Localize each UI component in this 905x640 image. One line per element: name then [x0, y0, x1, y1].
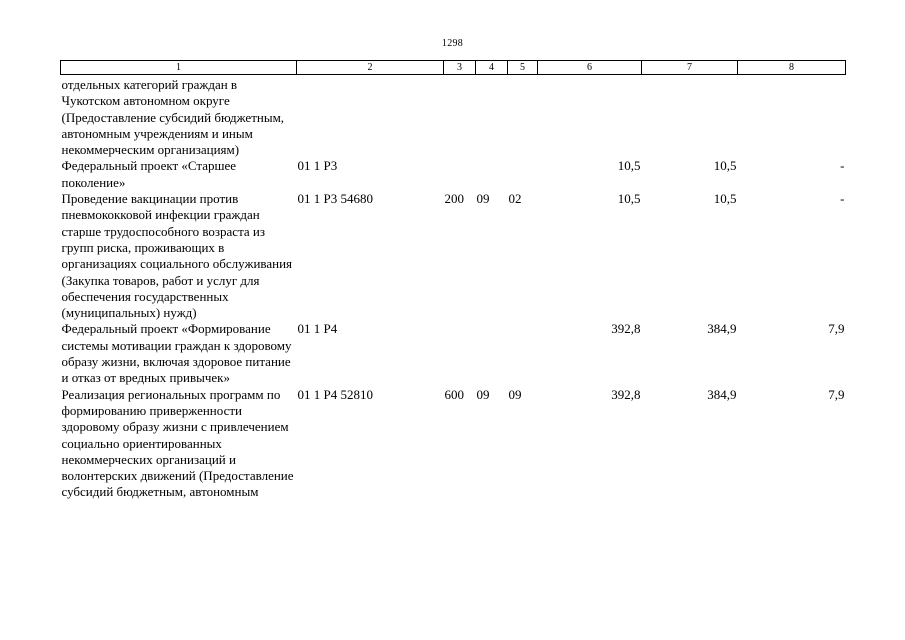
row-code: 01 1 P3 [297, 158, 338, 174]
row-value-6: 10,5 [617, 158, 641, 174]
row-value-7 [642, 75, 738, 159]
row-code: 01 1 P3 54680 [297, 191, 373, 207]
column-header-8: 8 [738, 61, 846, 75]
row-value-6 [538, 75, 642, 159]
row-value-8: 7,9 [828, 386, 845, 402]
column-header-7: 7 [642, 61, 738, 75]
row-expense-type [444, 321, 476, 386]
row-subsection [508, 75, 538, 159]
column-header-2: 2 [297, 61, 444, 75]
row-name: Проведение вакцинации против пневмококковой инфекции граждан старше трудоспособного возраста из групп риска, проживающих в организациях социального обслуживания (Закупка товаров, работ и услуг для обеспечения государственных (муниципальных) нужд) [61, 191, 293, 321]
column-header-3: 3 [444, 61, 476, 75]
row-code [297, 75, 444, 159]
row-name: Федеральный проект «Формирование системы мотивации граждан к здоровому образу жизни, включая здоровое питание и отказ от вредных привычек» [61, 321, 292, 386]
row-value-6: 392,8 [611, 386, 641, 402]
table-row [61, 75, 846, 159]
table-row [61, 387, 846, 501]
page-number: 1298 [441, 38, 464, 49]
row-code: 01 1 P4 52810 [297, 386, 373, 402]
row-value-7: 10,5 [713, 191, 737, 207]
row-value-6: 10,5 [617, 191, 641, 207]
row-expense-type [444, 75, 476, 159]
row-value-6: 392,8 [611, 321, 641, 337]
row-subsection [508, 158, 538, 191]
row-name: отдельных категорий граждан в Чукотском автономном округе (Предоставление субсидий бюджетным, автономным учреждениям и иным некоммерческим организациям) [61, 77, 285, 158]
row-subsection [508, 321, 538, 386]
column-header-4: 4 [476, 61, 508, 75]
row-value-8: 7,9 [828, 321, 845, 337]
row-value-7: 384,9 [707, 321, 737, 337]
row-value-8 [738, 75, 846, 159]
row-section [476, 158, 508, 191]
row-section: 09 [476, 191, 490, 207]
row-expense-type [444, 158, 476, 191]
row-subsection: 02 [508, 191, 522, 207]
column-header-1: 1 [61, 61, 297, 75]
row-section [476, 321, 508, 386]
row-section [476, 75, 508, 159]
table-row [61, 191, 846, 321]
row-expense-type: 200 [444, 191, 464, 207]
row-name: Федеральный проект «Старшее поколение» [61, 158, 237, 190]
table-row [61, 158, 846, 191]
row-section: 09 [476, 386, 490, 402]
column-number-row [61, 61, 846, 75]
row-value-7: 384,9 [707, 386, 737, 402]
row-value-8: - [840, 158, 845, 174]
column-header-6: 6 [538, 61, 642, 75]
row-name: Реализация региональных программ по формированию приверженности здоровому образу жизни с привлечением социально ориентированных некоммерческих организаций и волонтерских движений (Предоставление субсидий бюджетным, автономным [61, 386, 294, 500]
row-subsection: 09 [508, 386, 522, 402]
table-row [61, 321, 846, 386]
row-expense-type: 600 [444, 386, 464, 402]
column-header-5: 5 [508, 61, 538, 75]
row-code: 01 1 P4 [297, 321, 338, 337]
row-value-8: - [840, 191, 845, 207]
row-value-7: 10,5 [713, 158, 737, 174]
budget-table [60, 60, 846, 501]
